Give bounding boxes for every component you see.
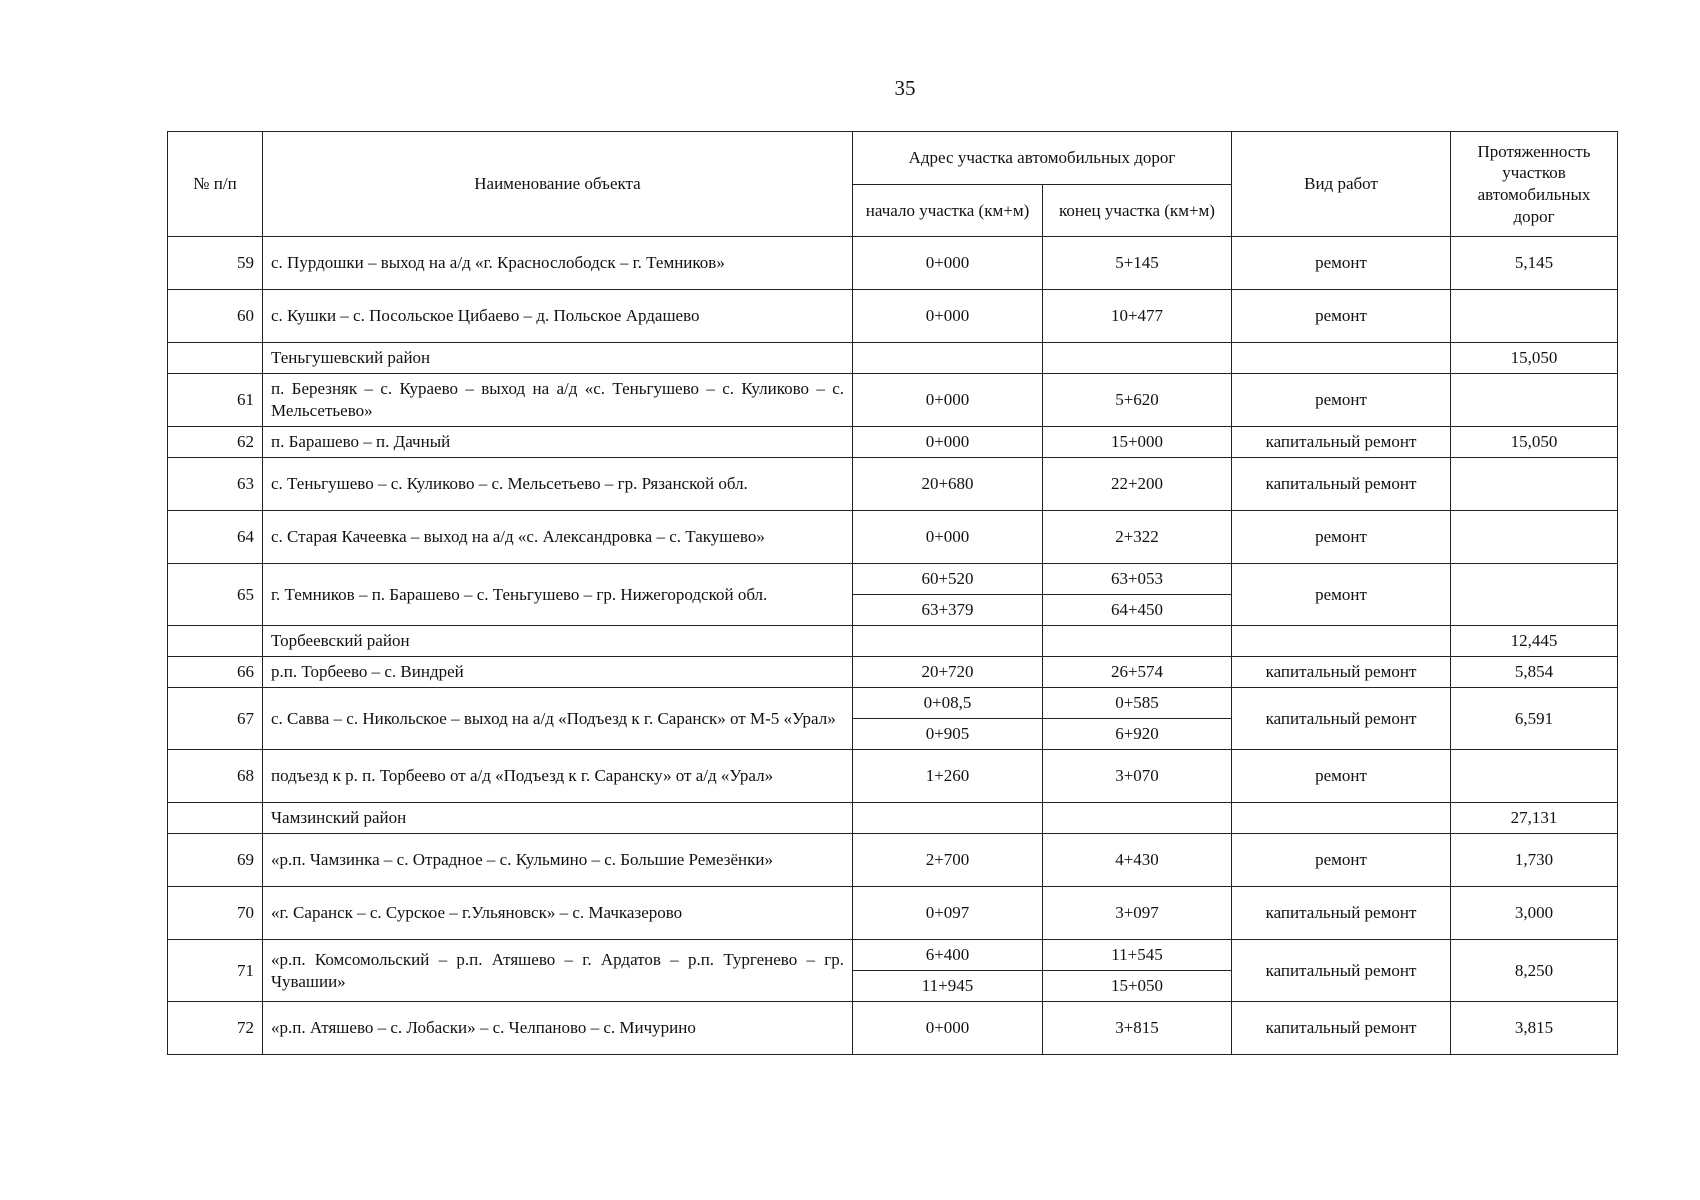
section-end: 5+620 <box>1043 374 1232 427</box>
section-end: 5+145 <box>1043 237 1232 290</box>
section-start: 20+680 <box>853 458 1043 511</box>
section-length: 5,854 <box>1451 657 1618 688</box>
table-row <box>168 427 1618 458</box>
work-type: ремонт <box>1232 834 1451 887</box>
object-name: г. Темников – п. Барашево – с. Теньгушево – гр. Нижегородской обл. <box>263 564 853 626</box>
empty-cell <box>1043 626 1232 657</box>
empty-cell <box>853 626 1043 657</box>
header-end: конец участка (км+м) <box>1043 185 1232 237</box>
district-num-cell <box>168 803 263 834</box>
row-number: 66 <box>168 657 263 688</box>
work-type: капитальный ремонт <box>1232 427 1451 458</box>
segment-start: 11+945 <box>853 971 1043 1002</box>
row-number: 61 <box>168 374 263 427</box>
work-type: ремонт <box>1232 564 1451 626</box>
segment-end: 63+053 <box>1043 564 1232 595</box>
segment-end: 11+545 <box>1043 940 1232 971</box>
section-start: 0+000 <box>853 1002 1043 1055</box>
section-start: 0+000 <box>853 374 1043 427</box>
table-row <box>168 458 1618 511</box>
object-name: «р.п. Комсомольский – р.п. Атяшево – г. Ардатов – р.п. Тургенево – гр. Чувашии» <box>263 940 853 1002</box>
table-row <box>168 657 1618 688</box>
table-row <box>168 1002 1618 1055</box>
work-type: капитальный ремонт <box>1232 657 1451 688</box>
segment-end: 64+450 <box>1043 595 1232 626</box>
section-end: 3+097 <box>1043 887 1232 940</box>
object-name: п. Березняк – с. Кураево – выход на а/д «с. Теньгушево – с. Куликово – с. Мельсетьево» <box>263 374 853 427</box>
table-row <box>168 511 1618 564</box>
district-name: Торбеевский район <box>263 626 853 657</box>
segment-end: 15+050 <box>1043 971 1232 1002</box>
object-name: с. Старая Качеевка – выход на а/д «с. Александровка – с. Такушево» <box>263 511 853 564</box>
segment-end: 6+920 <box>1043 719 1232 750</box>
header-work: Вид работ <box>1232 132 1451 237</box>
section-length: 5,145 <box>1451 237 1618 290</box>
table-header <box>168 132 1618 237</box>
row-number: 72 <box>168 1002 263 1055</box>
table-row <box>168 940 1618 971</box>
district-total: 12,445 <box>1451 626 1618 657</box>
work-type: ремонт <box>1232 374 1451 427</box>
row-number: 59 <box>168 237 263 290</box>
page-number: 35 <box>894 76 916 100</box>
table-row <box>168 290 1618 343</box>
section-length <box>1451 564 1618 626</box>
table-row <box>168 237 1618 290</box>
empty-cell <box>1232 626 1451 657</box>
object-name: с. Кушки – с. Посольское Цибаево – д. Польское Ардашево <box>263 290 853 343</box>
section-length: 6,591 <box>1451 688 1618 750</box>
row-number: 63 <box>168 458 263 511</box>
row-number: 65 <box>168 564 263 626</box>
segment-start: 60+520 <box>853 564 1043 595</box>
section-start: 1+260 <box>853 750 1043 803</box>
work-type: капитальный ремонт <box>1232 458 1451 511</box>
section-length: 1,730 <box>1451 834 1618 887</box>
object-name: подъезд к р. п. Торбеево от а/д «Подъезд к г. Саранску» от а/д «Урал» <box>263 750 853 803</box>
section-end: 10+477 <box>1043 290 1232 343</box>
district-row <box>168 803 1618 834</box>
empty-cell <box>1232 803 1451 834</box>
segment-start: 0+08,5 <box>853 688 1043 719</box>
work-type: ремонт <box>1232 290 1451 343</box>
section-length: 15,050 <box>1451 427 1618 458</box>
section-start: 0+000 <box>853 237 1043 290</box>
district-name: Чамзинский район <box>263 803 853 834</box>
table-row <box>168 374 1618 427</box>
table-row <box>168 750 1618 803</box>
section-start: 20+720 <box>853 657 1043 688</box>
object-name: р.п. Торбеево – с. Виндрей <box>263 657 853 688</box>
district-total: 27,131 <box>1451 803 1618 834</box>
section-start: 2+700 <box>853 834 1043 887</box>
row-number: 64 <box>168 511 263 564</box>
section-end: 22+200 <box>1043 458 1232 511</box>
empty-cell <box>1232 343 1451 374</box>
section-length: 8,250 <box>1451 940 1618 1002</box>
row-number: 60 <box>168 290 263 343</box>
header-num: № п/п <box>168 132 263 237</box>
roads-table <box>167 131 1618 1055</box>
work-type: ремонт <box>1232 750 1451 803</box>
object-name: «р.п. Атяшево – с. Лобаски» – с. Челпаново – с. Мичурино <box>263 1002 853 1055</box>
section-end: 3+070 <box>1043 750 1232 803</box>
empty-cell <box>853 803 1043 834</box>
table-row <box>168 887 1618 940</box>
object-name: с. Теньгушево – с. Куликово – с. Мельсетьево – гр. Рязанской обл. <box>263 458 853 511</box>
segment-start: 0+905 <box>853 719 1043 750</box>
object-name: «р.п. Чамзинка – с. Отрадное – с. Кульмино – с. Большие Ремезёнки» <box>263 834 853 887</box>
section-length <box>1451 290 1618 343</box>
work-type: капитальный ремонт <box>1232 887 1451 940</box>
row-number: 68 <box>168 750 263 803</box>
header-address: Адрес участка автомобильных дорог <box>853 132 1232 185</box>
section-end: 2+322 <box>1043 511 1232 564</box>
segment-start: 63+379 <box>853 595 1043 626</box>
object-name: с. Савва – с. Никольское – выход на а/д «Подъезд к г. Саранск» от М-5 «Урал» <box>263 688 853 750</box>
segment-start: 6+400 <box>853 940 1043 971</box>
object-name: с. Пурдошки – выход на а/д «г. Краснослободск – г. Темников» <box>263 237 853 290</box>
header-name: Наименование объекта <box>263 132 853 237</box>
section-length <box>1451 511 1618 564</box>
work-type: капитальный ремонт <box>1232 1002 1451 1055</box>
empty-cell <box>853 343 1043 374</box>
section-end: 15+000 <box>1043 427 1232 458</box>
work-type: ремонт <box>1232 511 1451 564</box>
section-start: 0+000 <box>853 511 1043 564</box>
section-start: 0+000 <box>853 427 1043 458</box>
table-row <box>168 564 1618 595</box>
object-name: п. Барашево – п. Дачный <box>263 427 853 458</box>
district-row <box>168 343 1618 374</box>
table-body <box>168 237 1618 1055</box>
section-start: 0+097 <box>853 887 1043 940</box>
section-end: 26+574 <box>1043 657 1232 688</box>
section-length: 3,000 <box>1451 887 1618 940</box>
empty-cell <box>1043 803 1232 834</box>
work-type: капитальный ремонт <box>1232 940 1451 1002</box>
section-length <box>1451 750 1618 803</box>
section-length <box>1451 374 1618 427</box>
section-end: 3+815 <box>1043 1002 1232 1055</box>
segment-end: 0+585 <box>1043 688 1232 719</box>
section-end: 4+430 <box>1043 834 1232 887</box>
object-name: «г. Саранск – с. Сурское – г.Ульяновск» – с. Мачказерово <box>263 887 853 940</box>
district-row <box>168 626 1618 657</box>
section-start: 0+000 <box>853 290 1043 343</box>
section-length <box>1451 458 1618 511</box>
header-length: Протяженность участков автомобильных дорог <box>1451 132 1618 237</box>
row-number: 62 <box>168 427 263 458</box>
district-name: Теньгушевский район <box>263 343 853 374</box>
work-type: капитальный ремонт <box>1232 688 1451 750</box>
header-start: начало участка (км+м) <box>853 185 1043 237</box>
row-number: 67 <box>168 688 263 750</box>
empty-cell <box>1043 343 1232 374</box>
section-length: 3,815 <box>1451 1002 1618 1055</box>
district-total: 15,050 <box>1451 343 1618 374</box>
district-num-cell <box>168 626 263 657</box>
table-row <box>168 834 1618 887</box>
district-num-cell <box>168 343 263 374</box>
row-number: 71 <box>168 940 263 1002</box>
row-number: 69 <box>168 834 263 887</box>
table-row <box>168 688 1618 719</box>
row-number: 70 <box>168 887 263 940</box>
work-type: ремонт <box>1232 237 1451 290</box>
